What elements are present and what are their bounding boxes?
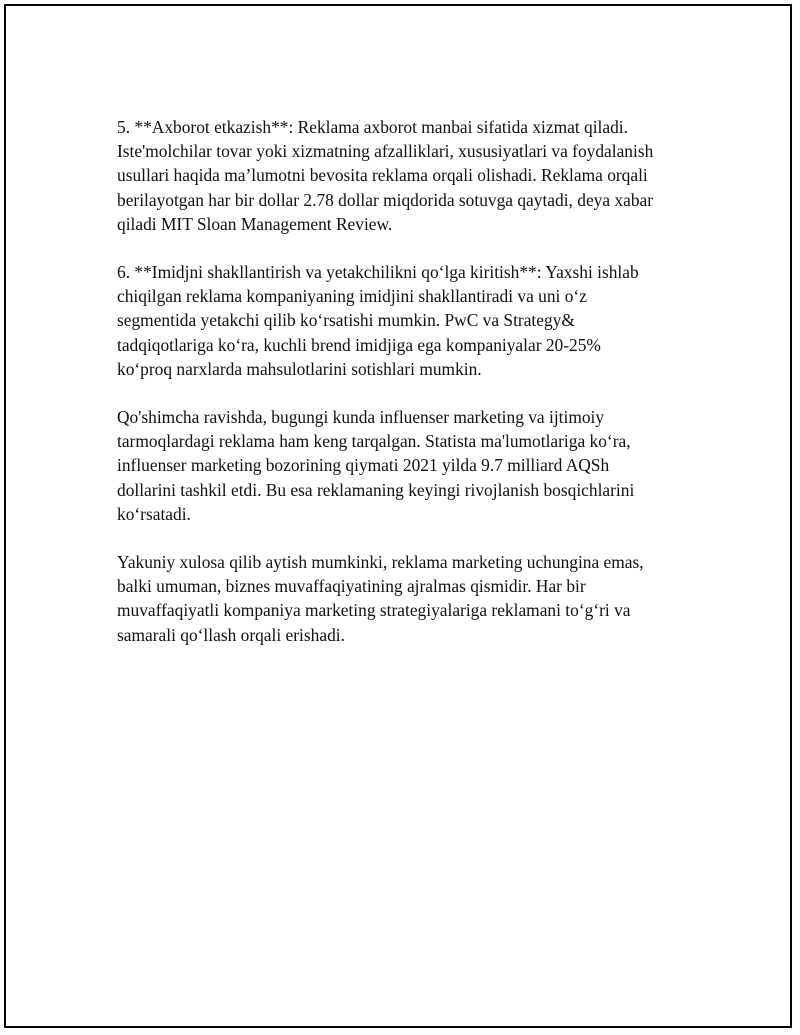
text-line: 5. **Axborot etkazish**: Reklama axborot manbai sifatida xizmat qiladi.: [117, 117, 628, 137]
text-line: 6. **Imidjni shakllantirish va yetakchilikni qo‘lga kiritish**: Yaxshi ishlab: [117, 262, 639, 283]
text-line: Iste'molchilar tovar yoki xizmatning afzalliklari, xususiyatlari va foydalanish: [117, 141, 654, 162]
text-line: qiladi MIT Sloan Management Review.: [117, 213, 393, 234]
text-line: samarali qo‘llash orqali erishadi.: [117, 624, 345, 645]
text-line: influenser marketing bozorining qiymati 2021 yilda 9.7 milliard AQSh: [117, 455, 610, 476]
text-line: dollarini tashkil etdi. Bu esa reklamaning keyingi rivojlanish bosqichlarini: [117, 479, 635, 500]
text-line: tadqiqotlariga ko‘ra, kuchli brend imidjiga ega kompaniyalar 20-25%: [117, 334, 601, 355]
text-line: balki umuman, biznes muvaffaqiyatining ajralmas qismidir. Har bir: [117, 576, 586, 597]
text-line: Qo'shimcha ravishda, bugungi kunda influenser marketing va ijtimoiy: [117, 407, 605, 428]
text-line: ko‘proq narxlarda mahsulotlarini sotishlari mumkin.: [117, 358, 482, 379]
text-line: berilayotgan har bir dollar 2.78 dollar miqdorida sotuvga qaytadi, deya xabar: [117, 189, 654, 210]
text-line: usullari haqida ma’lumotni bevosita reklama orqali olishadi. Reklama orqali: [117, 165, 648, 186]
text-line: segmentida yetakchi qilib ko‘rsatishi mumkin. PwC va Strategy&: [117, 310, 575, 331]
document-body: [117, 115, 697, 671]
text-line: tarmoqlardagi reklama ham keng tarqalgan. Statista ma'lumotlariga ko‘ra,: [117, 431, 631, 452]
text-line: Yakuniy xulosa qilib aytish mumkinki, reklama marketing uchungina emas,: [117, 552, 644, 573]
paragraph-qoshimcha: [117, 405, 697, 526]
paragraph-yakuniy-xulosa: [117, 550, 697, 647]
text-line: muvaffaqiyatli kompaniya marketing strategiyalariga reklamani to‘g‘ri va: [117, 600, 631, 621]
text-line: ko‘rsatadi.: [117, 503, 191, 524]
text-line: chiqilgan reklama kompaniyaning imidjini shakllantiradi va uni o‘z: [117, 286, 587, 307]
paragraph-imidjni-shakllantirish: [117, 260, 697, 381]
paragraph-axborot-etkazish: [117, 115, 697, 236]
